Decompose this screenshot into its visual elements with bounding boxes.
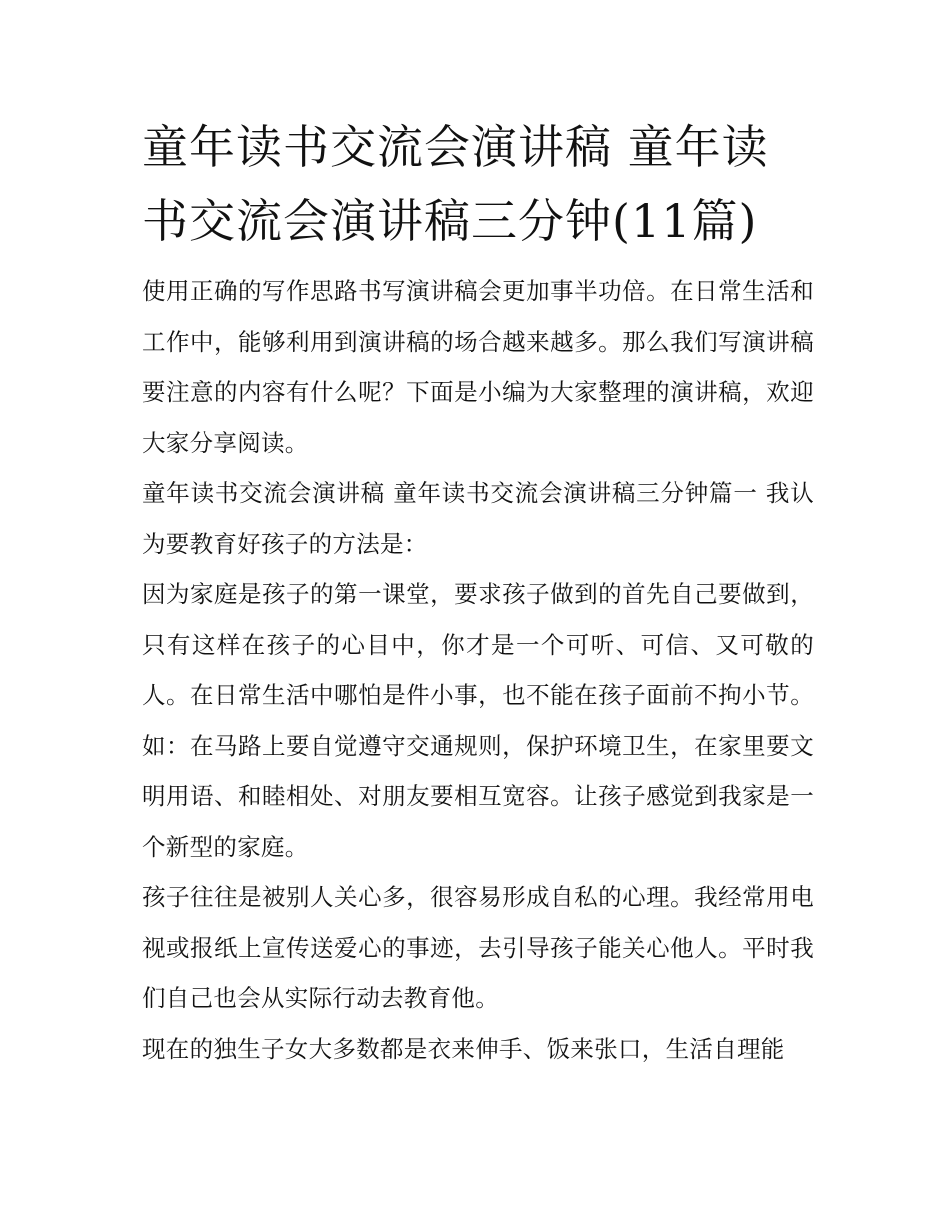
- paragraph-caring-others: 孩子往往是被别人关心多，很容易形成自私的心理。我经常用电视或报纸上宣传送爱心的事迹，去引导孩子能关心他人。平时我们自己也会从实际行动去教育他。: [142, 883, 814, 1012]
- document-page: [142, 110, 814, 1074]
- paragraph-section-heading: 童年读书交流会演讲稿 童年读书交流会演讲稿三分钟篇一 我认为要教育好孩子的方法是：: [142, 479, 814, 558]
- paragraph-intro: 使用正确的写作思路书写演讲稿会更加事半功倍。在日常生活和工作中，能够利用到演讲稿的场合越来越多。那么我们写演讲稿要注意的内容有什么呢？下面是小编为大家整理的演讲稿，欢迎大家分享阅读。: [142, 277, 814, 457]
- paragraph-family-classroom: 因为家庭是孩子的第一课堂，要求孩子做到的首先自己要做到，只有这样在孩子的心目中，你才是一个可听、可信、又可敬的人。在日常生活中哪怕是件小事，也不能在孩子面前不拘小节。如：在马路上要自觉遵守交通规则，保护环境卫生，在家里要文明用语、和睦相处、对朋友要相互宽容。让孩子感觉到我家是一个新型的家庭。: [142, 580, 814, 861]
- paragraph-self-care: 现在的独生子女大多数都是衣来伸手、饭来张口，生活自理能: [142, 1034, 785, 1063]
- document-title: 童年读书交流会演讲稿 童年读书交流会演讲稿三分钟(11篇): [142, 120, 769, 248]
